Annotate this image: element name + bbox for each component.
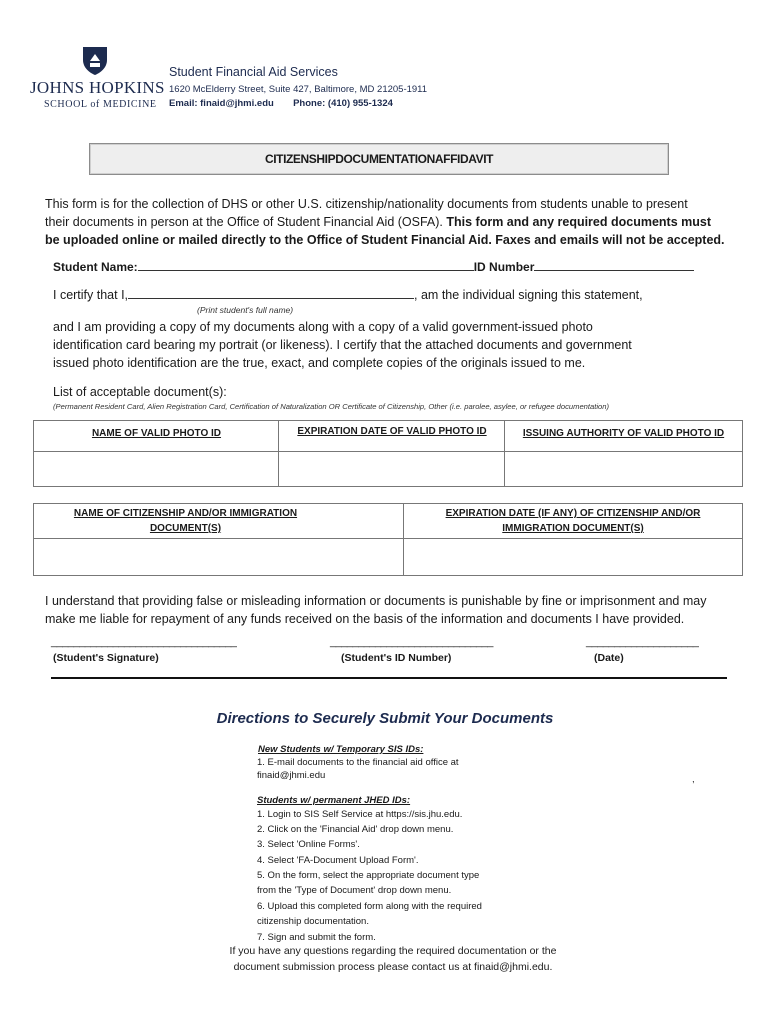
photo-id-header-authority: ISSUING AUTHORITY OF VALID PHOTO ID <box>522 428 725 439</box>
photo-id-divider <box>34 451 742 452</box>
permanent-step-3: 3. Select 'Online Forms'. <box>257 839 360 850</box>
org-name: JOHNS HOPKINS <box>30 78 165 97</box>
intro-line-1: This form is for the collection of DHS or other U.S. citizenship/nationality documents from students unable to present <box>45 197 688 211</box>
photo-id-name-input[interactable] <box>36 453 276 484</box>
office-phone: Phone: (410) 955-1324 <box>293 98 393 109</box>
citizenship-header-name <box>34 506 337 536</box>
signature-id-input[interactable]: _____________________________ <box>330 636 493 648</box>
stray-mark: , <box>692 774 695 785</box>
photo-id-authority-input[interactable] <box>507 453 740 484</box>
photo-id-expiration-input[interactable] <box>281 453 503 484</box>
permanent-step-6b: citizenship documentation. <box>257 916 369 927</box>
new-students-step-1b: finaid@jhmi.edu <box>257 770 326 781</box>
office-address: 1620 McElderry Street, Suite 427, Baltimore, MD 21205-1911 <box>169 84 428 95</box>
jhu-logo <box>30 44 165 114</box>
contact-line-1: If you have any questions regarding the required documentation or the <box>229 945 557 957</box>
signature-input[interactable]: _________________________________ <box>51 636 237 648</box>
directions-title: Directions to Securely Submit Your Documents <box>216 710 554 727</box>
citizenship-header-expiration <box>404 506 742 536</box>
new-students-step-1a: 1. E-mail documents to the financial aid office at <box>257 757 459 768</box>
intro-line-2-plain: their documents in person at the Office of Student Financial Aid (OSFA). <box>45 215 447 229</box>
permanent-step-2: 2. Click on the 'Financial Aid' drop down menu. <box>257 824 454 835</box>
permanent-step-6a: 6. Upload this completed form along with the required <box>257 901 482 912</box>
id-number-input[interactable] <box>534 258 694 271</box>
permanent-step-1: 1. Login to SIS Self Service at https://sis.jhu.edu. <box>257 809 463 820</box>
citizenship-header-exp-line-2: IMMIGRATION DOCUMENT(S) <box>502 523 644 534</box>
print-name-input[interactable] <box>128 286 414 299</box>
citizenship-header-exp-line-1: EXPIRATION DATE (IF ANY) OF CITIZENSHIP AND/OR <box>445 508 701 519</box>
office-contact <box>169 98 393 109</box>
permanent-step-7: 7. Sign and submit the form. <box>257 932 376 943</box>
student-name-input[interactable] <box>138 258 474 271</box>
certify-line-4: issued photo identification are the true, exact, and complete copies of the originals issued to me. <box>53 356 586 370</box>
org-school: SCHOOL of MEDICINE <box>44 99 157 110</box>
office-name: Student Financial Aid Services <box>169 65 338 79</box>
document-list-hint: (Permanent Resident Card, Alien Registration Card, Certification of Naturalization OR Certificate of Citizenship, Other (i.e. parolee, asylee, or refugee documentation) <box>53 402 610 411</box>
photo-id-header-expiration: EXPIRATION DATE OF VALID PHOTO ID <box>297 426 487 437</box>
statement-line-2: make me liable for repayment of any funds received on the basis of the information and documents I have provided. <box>45 612 685 626</box>
permanent-step-5a: 5. On the form, select the appropriate document type <box>257 870 480 881</box>
signature-date-label: (Date) <box>594 652 624 664</box>
contact-line-2: document submission process please contact us at finaid@jhmi.edu. <box>233 961 553 973</box>
permanent-students-heading: Students w/ permanent JHED IDs: <box>257 795 411 806</box>
office-email: Email: finaid@jhmi.edu <box>169 98 274 109</box>
certify-line-3: identification card bearing my portrait (or likeness). I certify that the attached documents and government <box>53 338 632 352</box>
certify-prefix: I certify that I, <box>53 288 129 302</box>
shield-icon <box>82 46 108 76</box>
id-number-label: ID Number <box>473 260 535 274</box>
form-title-box <box>89 143 669 175</box>
statement-line-1: I understand that providing false or misleading information or documents is punishable by fine or imprisonment and may <box>45 594 707 608</box>
citizenship-expiration-input[interactable] <box>406 540 740 573</box>
student-name-row <box>53 258 694 276</box>
print-name-hint: (Print student's full name) <box>197 305 294 315</box>
document-list-label: List of acceptable document(s): <box>53 385 227 399</box>
citizenship-header-name-line-1: NAME OF CITIZENSHIP AND/OR IMMIGRATION <box>73 508 298 519</box>
certify-suffix: , am the individual signing this statement, <box>414 288 643 302</box>
section-divider <box>51 677 727 679</box>
citizenship-header-name-line-2: DOCUMENT(S) <box>149 523 222 534</box>
citizenship-docs-table <box>33 503 743 576</box>
certify-line-1 <box>53 286 643 304</box>
intro-line-3: be uploaded online or mailed directly to the Office of Student Financial Aid. Faxes and emails will not be accepted. <box>45 233 725 247</box>
signature-label: (Student's Signature) <box>53 652 159 664</box>
photo-id-header-name: NAME OF VALID PHOTO ID <box>91 428 222 439</box>
citizenship-divider <box>34 538 742 539</box>
certify-line-2: and I am providing a copy of my documents along with a copy of a valid government-issued photo <box>53 320 593 334</box>
intro-line-2 <box>45 213 711 231</box>
photo-id-table <box>33 420 743 487</box>
signature-id-label: (Student's ID Number) <box>341 652 452 664</box>
intro-line-2-bold: This form and any required documents must <box>446 215 711 229</box>
citizenship-name-input[interactable] <box>36 540 401 573</box>
permanent-step-5b: from the 'Type of Document' drop down menu. <box>257 885 452 896</box>
new-students-heading: New Students w/ Temporary SIS IDs: <box>258 744 424 755</box>
student-name-label: Student Name: <box>53 260 138 274</box>
form-title: CITIZENSHIPDOCUMENTATIONAFFIDAVIT <box>264 152 494 166</box>
permanent-step-4: 4. Select 'FA-Document Upload Form'. <box>257 855 419 866</box>
signature-date-input[interactable]: ____________________ <box>586 636 699 648</box>
